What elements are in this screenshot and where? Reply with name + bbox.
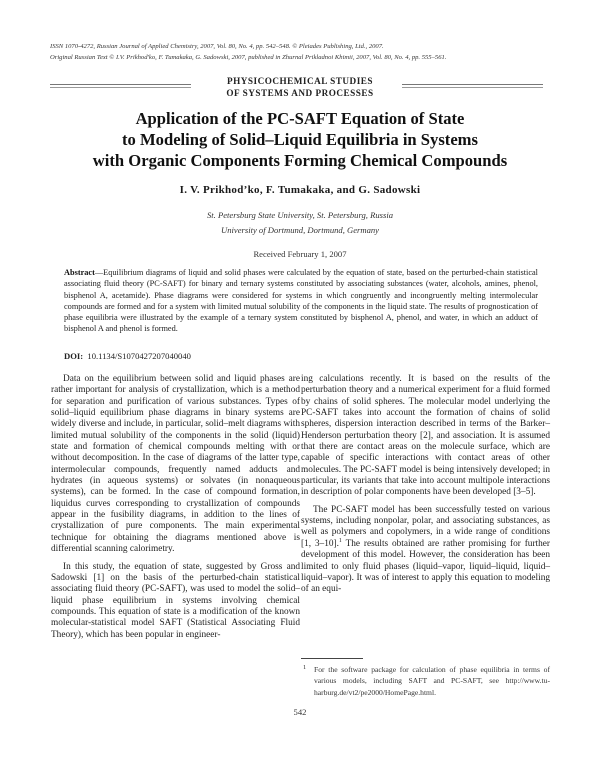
affiliation-2: University of Dortmund, Dortmund, Germany xyxy=(220,225,379,235)
paper-title xyxy=(0,108,600,171)
abstract-label: Abstract xyxy=(64,268,95,277)
body-column-left xyxy=(51,374,300,641)
abstract-text: —Equilibrium diagrams of liquid and solid phases were calculated by the equation of state, based on the perturbed-chain statistical associating fluid theory (PC-SAFT) for binary and ternary systems constituted by associating substances (water, alcohols, amines, phenol, bisphenol A, acetamide). Phase diagrams were considered for systems in which congruently and incongruently melting intermolecular compounds are formed and for a system with limited mutual solubility of the components in the liquid state. The results of prognostication of phase equilibria were illustrated by the example of a ternary system constituted by bisphenol A, phenol, and water, in which an adduct of bisphenol A and phenol is formed. xyxy=(64,268,538,334)
footnote-text: For the software package for calculation of phase equilibria in terms of various models, including SAFT and PC-SAFT, see http://www.tu-harburg.de/vt2/pe2000/HomePage.html. xyxy=(314,665,550,697)
received-date: Received February 1, 2007 xyxy=(253,249,347,259)
paragraph-continuation: ing calculations recently. It is based on the results of the perturbation theory and a numerical experiment for a fluid formed by chains of solid spheres. The molecular model underlying the PC-SAFT takes into account the formation of chains of solid spheres, dispersion interaction described in terms of the Barker–Henderson perturbation theory [2], and association. It is assumed that there are contact areas on the molecule surface, which are capable of specific interactions with contact areas of other molecules. The PC-SAFT model is being intensively developed; in particular, its variants that take into account multipole interactions in description of polar components have been developed [3–5]. xyxy=(301,374,550,498)
paragraph: In this study, the equation of state, suggested by Gross and Sadowski [1] on the basis of the perturbed-chain statistical associating fluid theory (PC-SAFT), was used to model the solid–liquid phase equilibrium in systems involving chemical compounds. This equation of state is a modification of the known molecular-statistical model SAFT (Statistical Associating Fluid Theory), which has been popular in engineer- xyxy=(51,561,300,640)
title-line3: with Organic Components Forming Chemical Compounds xyxy=(92,151,508,170)
affiliations xyxy=(0,208,600,238)
footnote-divider xyxy=(301,658,363,659)
body-column-right xyxy=(301,374,550,596)
doi xyxy=(64,350,191,362)
authors: I. V. Prikhod’ko, F. Tumakaka, and G. Sadowski xyxy=(179,184,421,196)
paragraph: Data on the equilibrium between solid and liquid phases are rather important for analysis of crystallization, which is a method for separation and purification of various substances. Types of solid–liquid equilibrium phase diagrams in binary systems are widely diverse and include, in particular, solid–melt diagrams with limited mutual solubility of the components in the solid (liquid) state and formation of chemical compounds melting with or without decomposition. In the case of diagrams of the latter type, intermolecular compounds, frequently named adducts and hydrates (in aqueous systems) or solvates (in nonaqueous systems), can be formed. In the case of compound formation, liquidus curves corresponding to crystallization of compounds appear in the fusibility diagrams, in addition to the lines of crystallization of pure components. The main experimental technique for obtaining the diagrams mentioned above is differential scanning calorimetry. xyxy=(51,374,300,555)
footnote xyxy=(301,664,550,698)
paragraph xyxy=(301,505,550,596)
doi-value[interactable]: 10.1134/S1070427207040040 xyxy=(87,351,191,361)
journal-header xyxy=(50,41,570,63)
issn-line: ISSN 1070-4272, Russian Journal of Applied Chemistry, 2007, Vol. 80, No. 4, pp. 542–548. © Pleiades Publishing, Ltd., 2007. xyxy=(50,43,384,50)
doi-label: DOI: xyxy=(64,351,84,361)
footnote-mark: 1 xyxy=(303,664,307,671)
footnote-ref[interactable]: 1 xyxy=(338,537,342,544)
section-heading-line1: PHYSICOCHEMICAL STUDIES xyxy=(226,76,374,86)
page-number: 542 xyxy=(293,707,307,717)
title-line2: to Modeling of Solid–Liquid Equilibria in Systems xyxy=(122,130,478,149)
abstract xyxy=(64,267,538,335)
title-line1: Application of the PC-SAFT Equation of State xyxy=(135,109,465,128)
section-heading-line2: OF SYSTEMS AND PROCESSES xyxy=(226,87,374,98)
affiliation-1: St. Petersburg State University, St. Petersburg, Russia xyxy=(206,210,394,220)
section-heading xyxy=(0,76,600,99)
paragraph-text: The results obtained are rather promising for further development of this model. However, the consideration has been limited to only fluid phases (liquid–vapor, liquid–liquid, liquid–liquid–vapor). It was of interest to apply this equation to modeling of an equi- xyxy=(301,538,550,595)
paragraph-text: The PC-SAFT model has been successfully tested on various systems, including nonpolar, polar, and associating substances, as well as polymers and copolymers, in a wide range of conditions [1, 3–10]. xyxy=(301,504,550,549)
original-text-line: Original Russian Text © I.V. Prikhod'ko, F. Tumakaka, G. Sadowski, 2007, published in Zhurnal Prikladnoi Khimii, 2007, Vol. 80, No. 4, pp. 555–561. xyxy=(50,54,447,61)
